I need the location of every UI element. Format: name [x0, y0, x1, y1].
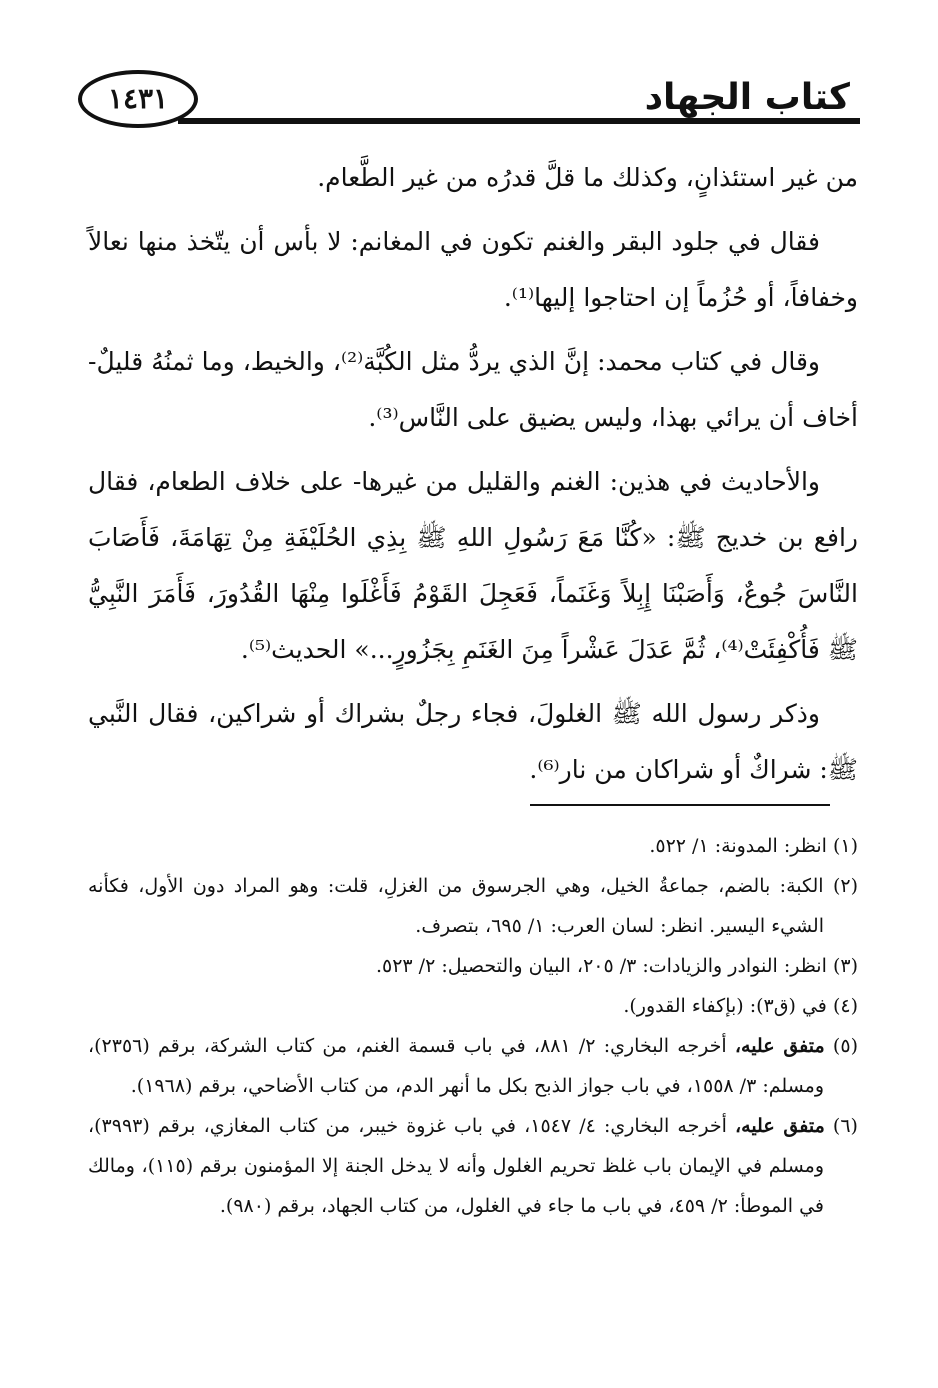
footnote-text: الكبة: بالضم، جماعةُ الخيل، وهي الجرسوق من الغزلِ، قلت: وهو المراد دون الأول، فكأنه الشيء اليسير. انظر: لسان العرب: ١/ ٦٩٥، بتصرف. [88, 875, 824, 937]
footnote-text: أخرجه البخاري: ٤/ ١٥٤٧، في باب غزوة خيبر، من كتاب المغازي، برقم (٣٩٩٣)، ومسلم في الإيمان باب غلظ تحريم الغلول وأنه لا يدخل الجنة إلا المؤمنون برقم (١١٥)، ومالك في الموطأ: ٢/ ٤٥٩، في باب ما جاء في الغلول، من كتاب الجهاد، برقم (٩٨٠). [88, 1115, 824, 1217]
footnote-number: (٣) [832, 955, 858, 977]
main-text [88, 150, 858, 806]
paragraph: من غير استئذانٍ، وكذلك ما قلَّ قدرُه من غير الطَّعام. [317, 163, 858, 192]
footnote-number: (٤) [832, 995, 858, 1017]
running-title: كتاب الجهاد [644, 77, 850, 118]
footnote-text: انظر: النوادر والزيادات: ٣/ ٢٠٥، البيان والتحصيل: ٢/ ٥٢٣. [375, 955, 827, 977]
footnote-number: (٥) [832, 1035, 858, 1057]
footnote-lead: متفق عليه، [735, 1115, 825, 1137]
footnotes [88, 826, 858, 1226]
paragraph: فقال في جلود البقر والغنم تكون في المغانم: لا بأس أن يتّخذ منها نعالاً وخفافاً، أو حُزُماً إن احتاجوا إليها⁽¹⁾. [88, 227, 858, 312]
footnote-lead: متفق عليه، [734, 1035, 825, 1057]
footnote [88, 986, 858, 1026]
footnote-text: أخرجه البخاري: ٢/ ٨٨١، في باب قسمة الغنم، من كتاب الشركة، برقم (٢٣٥٦)، ومسلم: ٣/ ١٥٥٨، في باب جواز الذبح بكل ما أنهر الدم، من كتاب الأضاحي، برقم (١٩٦٨). [88, 1035, 824, 1097]
footnote [88, 826, 858, 866]
paragraph: وقال في كتاب محمد: إنَّ الذي يردُّ مثل الكُبَّة⁽²⁾، والخيط، وما ثمنُهُ قليلٌ- أخاف أن يرائي بهذا، وليس يضيق على النَّاس⁽³⁾. [88, 347, 858, 432]
footnote-text: انظر: المدونة: ١/ ٥٢٢. [649, 835, 827, 857]
footnote [88, 866, 858, 946]
page-number: ١٤٣١ [107, 82, 169, 115]
footnote-number: (٢) [832, 875, 859, 897]
page-header [0, 0, 938, 140]
header-rule [178, 118, 860, 124]
page-number-frame [78, 70, 198, 128]
footnote-separator [530, 804, 830, 806]
footnote-text: في (ق٣): (بإكفاء القدور). [623, 995, 827, 1017]
footnote-number: (٦) [832, 1115, 858, 1137]
footnote [88, 1026, 858, 1106]
footnote [88, 1106, 858, 1226]
paragraph: وذكر رسول الله ﷺ الغلولَ، فجاء رجلٌ بشراك أو شراكين، فقال النَّبي ﷺ: شراكٌ أو شراكان من نار⁽⁶⁾. [88, 699, 858, 784]
footnote [88, 946, 858, 986]
footnote-number: (١) [832, 835, 858, 857]
paragraph: والأحاديث في هذين: الغنم والقليل من غيرها- على خلاف الطعام، فقال رافع بن خديج ﷺ: «كُنَّا مَعَ رَسُولِ اللهِ ﷺ بِذِي الحُلَيْفَةِ مِنْ تِهَامَةَ، فَأَصَابَ النَّاسَ جُوعٌ، وَأَصَبْنَا إِبِلاً وَغَنَماً، فَعَجِلَ القَوْمُ فَأَغْلَوا مِنْهَا القُدُورَ، فَأَمَرَ النَّبِيُّ ﷺ فَأُكْفِئَتْ⁽⁴⁾، ثُمَّ عَدَلَ عَشْراً مِنَ الغَنَمِ بِجَزُورٍ...» الحديث⁽⁵⁾. [88, 467, 858, 664]
